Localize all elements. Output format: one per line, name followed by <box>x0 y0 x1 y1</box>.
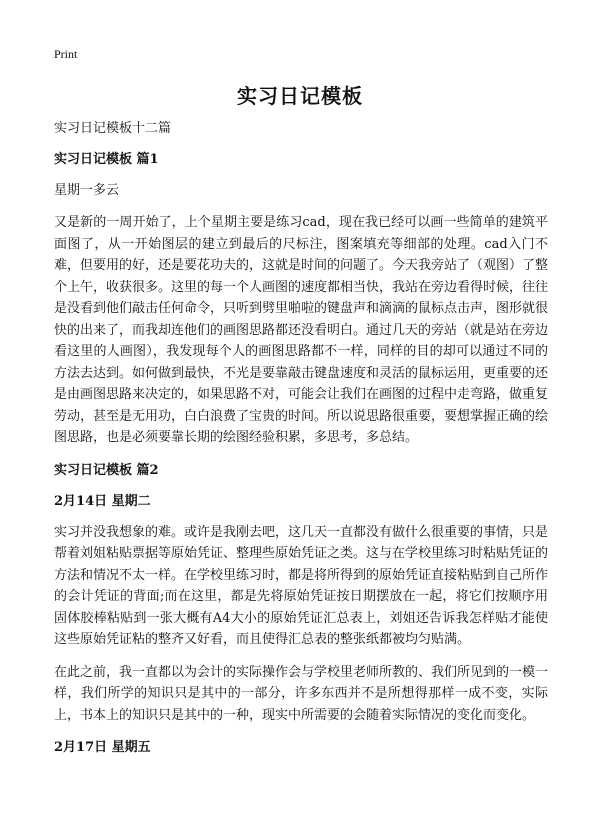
section1-date: 星期一多云 <box>54 183 120 198</box>
document-subtitle: 实习日记模板十二篇 <box>54 121 172 136</box>
section2-date: 2月14日 星期二 <box>54 493 151 509</box>
section1-paragraph: 又是新的一周开始了，上个星期主要是练习cad，现在我已经可以画一些简单的建筑平面图了，从一开始图层的建立到最后的尺标注，图案填充等细部的处理。cad入门不难，但要用的好，还是要花功夫的，这就是时间的问题了。今天我旁站了（观图）了整个上午，收获很多。这里的每一个人画图的速度都相当快，我站在旁边看得时候，往往是没看到他们敲击任何命令，只听到劈里啪啦的键盘声和滴滴的鼠标点击声，图形就很快的出来了，而我却连他们的画图思路都还没看明白。通过几天的旁站（就是站在旁边看这里的人画图），我发现每个人的画图思路都不一样，同样的目的却可以通过不同的方法去达到。如何做到最快，不光是要靠敲击键盘速度和灵活的鼠标运用，更重要的还是由画图思路来决定的，如果思路不对，可能会让我们在画图的过程中走弯路，做重复劳动，甚至是无用功，白白浪费了宝贵的时间。所以说思路很重要，要想掌握正确的绘图思路，也是必须要靠长期的绘图经验积累，多思考，多总结。 <box>54 215 549 445</box>
section1-heading: 实习日记模板 篇1 <box>54 152 159 167</box>
section2-heading: 实习日记模板 篇2 <box>54 462 159 478</box>
page-title: 实习日记模板 <box>237 84 363 108</box>
section2-paragraph-1: 实习并没我想象的难。或许是我刚去吧，这几天一直都没有做什么很重要的事情，只是帮着刘姐粘贴票据等原始凭证、整理些原始凭证之类。这与在学校里练习时粘贴凭证的方法和情况不太一样。在学校里练习时，都是将所得到的原始凭证直接粘贴到自己所作的会计凭证的背面;而在这里，都是先将原始凭证按日期摆放在一起，将它们按顺序用固体胶棒粘贴到一张大概有A4大小的原始凭证汇总表上，刘姐还告诉我怎样贴才能使这些原始凭证粘的整齐又好看，而且使得汇总表的整张纸都被均匀贴满。 <box>54 524 549 647</box>
document-body <box>54 118 548 768</box>
print-label: Print <box>54 47 78 61</box>
section2-paragraph-2: 在此之前，我一直都以为会计的实际操作会与学校里老师所教的、我们所见到的一模一样，我们所学的知识只是其中的一部分，许多东西并不是所想得那样一成不变，实际上，书本上的知识只是其中的一种，现实中所需要的会随着实际情况的变化而变化。 <box>54 664 549 723</box>
section3-date: 2月17日 星期五 <box>54 740 151 755</box>
